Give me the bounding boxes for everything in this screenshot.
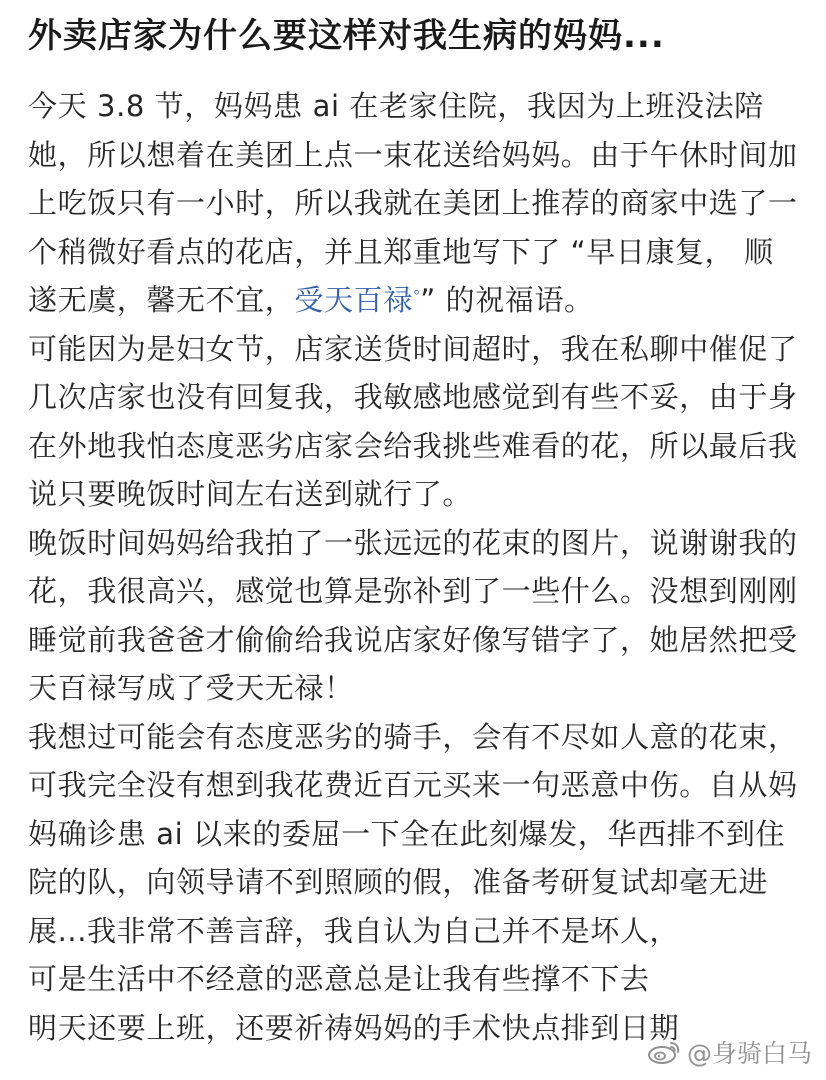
search-link-icon[interactable]: ᵒ — [413, 287, 421, 304]
post-body — [28, 82, 803, 1052]
weibo-icon — [647, 1039, 681, 1065]
paragraph-2: 可能因为是妇女节，店家送货时间超时，我在私聊中催促了几次店家也没有回复我，我敏感地感觉到有些不妥，由于身在外地我怕态度恶劣店家会给我挑些难看的花，所以最后我说只要晚饭时间左右送到就行了。 — [28, 331, 798, 511]
paragraph-1-end: ” 的祝福语。 — [420, 283, 594, 317]
watermark-author: @身骑白马 — [686, 1039, 812, 1068]
paragraph-1-text: 今天 3.8 节，妈妈患 ai 在老家住院，我因为上班没法陪她，所以想着在美团上点一束花送给妈妈。由于午休时间加上吃饭只有一小时，所以我就在美团上推荐的商家中选了一个稍微好看点的花店，并且郑重地写下了 “早日康复， 顺遂无虞，馨无不宜， — [28, 89, 798, 317]
paragraph-3: 晚饭时间妈妈给我拍了一张远远的花束的图片，说谢谢我的花，我很高兴，感觉也算是弥补到了一些什么。没想到刚刚睡觉前我爸爸才偷偷给我说店家好像写错字了，她居然把受天百禄写成了受天无禄！ — [28, 525, 798, 705]
post-title: 外卖店家为什么要这样对我生病的妈妈... — [28, 16, 665, 56]
paragraph-4: 我想过可能会有态度恶劣的骑手，会有不尽如人意的花束，可我完全没有想到我花费近百元买来一句恶意中伤。自从妈妈确诊患 ai 以来的委屈一下全在此刻爆发，华西排不到住院的队，向领导请不到照顾的假，准备考研复试却毫无进展...我非常不善言辞，我自认为自己并不是坏人， — [28, 719, 798, 948]
search-link-shoutianbailu[interactable]: 受天百禄 — [294, 283, 413, 317]
paragraph-5: 可是生活中不经意的恶意总是让我有些撑不下去 — [28, 962, 650, 996]
paragraph-6: 明天还要上班，还要祈祷妈妈的手术快点排到日期 — [28, 1010, 680, 1045]
weibo-watermark — [647, 1032, 812, 1072]
paragraph-1 — [28, 82, 803, 325]
